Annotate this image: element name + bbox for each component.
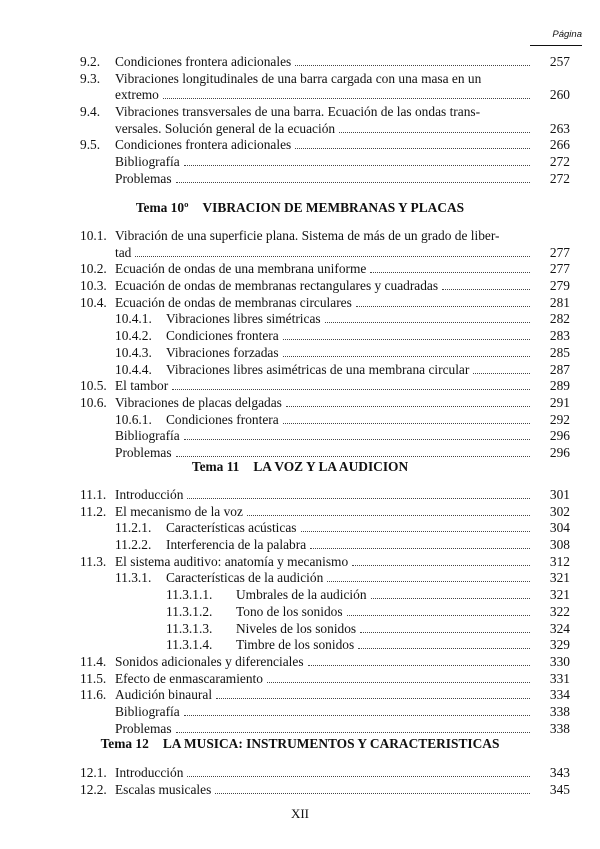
toc-entry[interactable] xyxy=(0,362,600,379)
toc-entry[interactable] xyxy=(0,721,600,738)
entry-title: Condiciones frontera adicionales xyxy=(115,54,292,69)
entry-number: 12.2. xyxy=(80,781,107,797)
entry-page-number: 329 xyxy=(549,637,570,653)
chapter-number: Tema 12 xyxy=(100,736,149,751)
entry-number: 10.5. xyxy=(80,378,107,394)
entry-title: Sonidos adicionales y diferenciales xyxy=(115,653,304,669)
entry-title: El sistema auditivo: anatomía y mecanismo xyxy=(115,553,349,569)
entry-number: 11.3.1.3. xyxy=(166,620,213,636)
chapter-heading-11 xyxy=(0,459,600,475)
entry-page-number: 277 xyxy=(549,244,570,260)
entry-number: 11.3.1.2. xyxy=(166,603,213,619)
entry-page-number: 343 xyxy=(549,765,570,780)
dot-leader xyxy=(215,782,530,794)
entry-title: Introducción xyxy=(115,765,184,780)
entry-title: Bibliografía xyxy=(115,428,180,444)
dot-leader xyxy=(286,395,530,407)
dot-leader xyxy=(283,345,530,357)
entry-page-number: 302 xyxy=(549,503,570,519)
toc-entry[interactable] xyxy=(0,520,600,537)
entry-page-number: 285 xyxy=(549,344,570,360)
toc-entry[interactable] xyxy=(0,412,600,429)
entry-page-number: 308 xyxy=(549,537,570,553)
toc-entry[interactable] xyxy=(0,782,600,799)
entry-number: 10.4.2. xyxy=(115,328,152,344)
entry-title: Umbrales de la audición xyxy=(236,587,367,603)
entry-number: 11.5. xyxy=(80,670,107,686)
entry-title: Condiciones frontera xyxy=(166,328,279,344)
toc-entry[interactable] xyxy=(0,121,600,138)
entry-title: Tono de los sonidos xyxy=(236,603,343,619)
toc-entry[interactable] xyxy=(0,295,600,312)
page-column-rule xyxy=(530,45,582,46)
entry-number: 10.4.1. xyxy=(115,311,152,327)
toc-entry[interactable] xyxy=(0,395,600,412)
toc-entry[interactable] xyxy=(0,687,600,704)
entry-title: Introducción xyxy=(115,487,184,502)
dot-leader xyxy=(163,87,530,99)
entry-title: Niveles de los sonidos xyxy=(236,620,357,636)
entry-title: Vibraciones libres simétricas xyxy=(166,311,321,327)
chapter-number: Tema 10º xyxy=(135,200,189,215)
toc-entry[interactable] xyxy=(0,345,600,362)
toc-entry[interactable] xyxy=(0,378,600,395)
dot-leader xyxy=(308,654,530,666)
entry-page-number: 260 xyxy=(549,87,570,103)
entry-title: El mecanismo de la voz xyxy=(115,503,243,519)
toc-entry[interactable] xyxy=(0,604,600,621)
entry-title: Ecuación de ondas de membranas circulares xyxy=(115,294,352,310)
entry-page-number: 304 xyxy=(549,520,570,536)
entry-page-number: 330 xyxy=(549,653,570,669)
entry-number: 11.3.1.4. xyxy=(166,637,213,653)
entry-title: Audición binaural xyxy=(115,687,213,703)
chapter-number: Tema 11 xyxy=(191,459,240,474)
entry-number: 11.3.1.1. xyxy=(166,587,213,603)
dot-leader xyxy=(283,328,530,340)
toc-entry[interactable] xyxy=(0,587,600,604)
entry-title: Vibraciones libres asimétricas de una membrana circular xyxy=(166,361,470,377)
toc-entry[interactable] xyxy=(0,570,600,587)
entry-page-number: 338 xyxy=(549,703,570,719)
entry-number: 10.4.4. xyxy=(115,361,152,377)
entry-title: Vibraciones de placas delgadas xyxy=(115,394,282,410)
entry-title: Problemas xyxy=(115,170,172,186)
entry-number: 11.3. xyxy=(80,553,107,569)
dot-leader xyxy=(172,378,530,390)
entry-number: 12.1. xyxy=(80,765,107,780)
entry-page-number: 322 xyxy=(549,603,570,619)
entry-title: El tambor xyxy=(115,378,169,394)
dot-leader xyxy=(325,311,530,323)
entry-page-number: 338 xyxy=(549,720,570,736)
chapter-title: LA MUSICA: INSTRUMENTOS Y CARACTERISTICAS xyxy=(162,736,500,751)
toc-entry[interactable] xyxy=(0,704,600,721)
entry-title: tad xyxy=(115,244,132,260)
toc-entry[interactable] xyxy=(0,278,600,295)
entry-page-number: 257 xyxy=(549,54,570,69)
entry-page-number: 334 xyxy=(549,687,570,703)
entry-number: 10.3. xyxy=(80,278,107,294)
entry-number: 11.1. xyxy=(80,487,107,502)
dot-leader xyxy=(184,428,530,440)
toc-entry[interactable] xyxy=(0,654,600,671)
entry-number: 11.2. xyxy=(80,503,107,519)
entry-number: 11.2.2. xyxy=(115,537,152,553)
entry-title: Vibraciones forzadas xyxy=(166,344,279,360)
toc-entry[interactable] xyxy=(0,87,600,104)
dot-leader xyxy=(176,171,530,183)
toc-entry[interactable] xyxy=(0,154,600,171)
page-folio: XII xyxy=(290,806,310,821)
toc-entry[interactable] xyxy=(0,671,600,688)
entry-title: Ecuación de ondas de una membrana uniforme xyxy=(115,261,367,277)
entry-page-number: 279 xyxy=(549,278,570,294)
dot-leader xyxy=(247,504,530,516)
entry-page-number: 321 xyxy=(549,570,570,586)
entry-page-number: 283 xyxy=(549,328,570,344)
entry-number: 9.3. xyxy=(80,70,101,86)
toc-entry[interactable] xyxy=(0,621,600,638)
entry-title: extremo xyxy=(115,87,159,103)
chapter-heading-12 xyxy=(0,736,600,752)
toc-entry[interactable] xyxy=(0,137,600,154)
toc-entry[interactable] xyxy=(0,428,600,445)
entry-title: Ecuación de ondas de membranas rectangulares y cuadradas xyxy=(115,278,439,294)
dot-leader xyxy=(283,412,530,424)
dot-leader xyxy=(360,621,530,633)
entry-title: Condiciones frontera xyxy=(166,411,279,427)
entry-number: 10.4.3. xyxy=(115,344,152,360)
page-column-label: Página xyxy=(552,29,582,40)
entry-page-number: 331 xyxy=(549,670,570,686)
toc-entry[interactable] xyxy=(0,487,600,504)
entry-page-number: 277 xyxy=(549,261,570,277)
entry-title: Vibraciones transversales de una barra. Ecuación de las ondas trans- xyxy=(115,104,481,120)
dot-leader xyxy=(295,54,530,66)
dot-leader xyxy=(187,487,530,499)
toc-entry[interactable] xyxy=(0,311,600,328)
entry-title: Condiciones frontera adicionales xyxy=(115,137,292,153)
dot-leader xyxy=(347,604,530,616)
dot-leader xyxy=(176,445,530,457)
entry-page-number: 324 xyxy=(549,620,570,636)
entry-page-number: 287 xyxy=(549,361,570,377)
entry-page-number: 272 xyxy=(549,154,570,170)
chapter-heading-10 xyxy=(0,200,600,216)
toc-entry[interactable] xyxy=(0,54,600,71)
entry-title: Características de la audición xyxy=(166,570,324,586)
dot-leader xyxy=(187,765,530,777)
dot-leader xyxy=(310,537,530,549)
dot-leader xyxy=(356,295,530,307)
toc-entry[interactable] xyxy=(0,228,600,245)
dot-leader xyxy=(267,671,530,683)
dot-leader xyxy=(370,261,530,273)
toc-entry[interactable] xyxy=(0,504,600,521)
toc-section-10 xyxy=(0,228,600,462)
entry-number: 10.1. xyxy=(80,228,107,243)
entry-number: 11.2.1. xyxy=(115,520,152,536)
entry-number: 10.6. xyxy=(80,394,107,410)
dot-leader xyxy=(327,570,530,582)
entry-title: Bibliografía xyxy=(115,154,180,170)
entry-number: 11.4. xyxy=(80,653,107,669)
dot-leader xyxy=(184,154,530,166)
toc-entry[interactable] xyxy=(0,554,600,571)
entry-number: 10.6.1. xyxy=(115,411,152,427)
dot-leader xyxy=(135,245,530,257)
entry-title: Interferencia de la palabra xyxy=(166,537,307,553)
entry-page-number: 266 xyxy=(549,137,570,153)
entry-number: 9.4. xyxy=(80,104,101,120)
entry-number: 11.3.1. xyxy=(115,570,152,586)
entry-number: 9.2. xyxy=(80,54,101,69)
dot-leader xyxy=(295,137,530,149)
entry-number: 10.2. xyxy=(80,261,107,277)
entry-page-number: 289 xyxy=(549,378,570,394)
entry-page-number: 281 xyxy=(549,294,570,310)
toc-section-9 xyxy=(0,54,600,188)
entry-page-number: 282 xyxy=(549,311,570,327)
chapter-title: LA VOZ Y LA AUDICION xyxy=(253,459,409,474)
dot-leader xyxy=(352,554,530,566)
entry-page-number: 272 xyxy=(549,170,570,186)
dot-leader xyxy=(442,278,530,290)
entry-number: 11.6. xyxy=(80,687,107,703)
entry-title: Vibraciones longitudinales de una barra cargada con una masa en un xyxy=(115,70,482,86)
dot-leader xyxy=(184,704,530,716)
toc-entry[interactable] xyxy=(0,71,600,88)
toc-entry[interactable] xyxy=(0,104,600,121)
toc-section-11 xyxy=(0,487,600,737)
entry-title: Efecto de enmascaramiento xyxy=(115,670,263,686)
chapter-title: VIBRACION DE MEMBRANAS Y PLACAS xyxy=(202,200,465,215)
entry-title: Escalas musicales xyxy=(115,781,212,797)
toc-section-12 xyxy=(0,765,600,798)
toc-entry[interactable] xyxy=(0,261,600,278)
entry-page-number: 296 xyxy=(549,428,570,444)
toc-entry[interactable] xyxy=(0,637,600,654)
entry-number: 10.4. xyxy=(80,294,107,310)
entry-page-number: 263 xyxy=(549,120,570,136)
dot-leader xyxy=(473,362,530,374)
entry-title: versales. Solución general de la ecuación xyxy=(115,120,336,136)
entry-page-number: 321 xyxy=(549,587,570,603)
entry-page-number: 292 xyxy=(549,411,570,427)
toc-entry[interactable] xyxy=(0,537,600,554)
toc-entry[interactable] xyxy=(0,245,600,262)
entry-page-number: 345 xyxy=(549,781,570,797)
toc-entry[interactable] xyxy=(0,171,600,188)
entry-number: 9.5. xyxy=(80,137,101,153)
entry-page-number: 301 xyxy=(549,487,570,502)
entry-title: Timbre de los sonidos xyxy=(236,637,355,653)
entry-page-number: 312 xyxy=(549,553,570,569)
entry-title: Problemas xyxy=(115,444,172,460)
entry-page-number: 296 xyxy=(549,444,570,460)
entry-page-number: 291 xyxy=(549,394,570,410)
toc-entry[interactable] xyxy=(0,328,600,345)
entry-title: Bibliografía xyxy=(115,703,180,719)
entry-title: Vibración de una superficie plana. Sistema de más de un grado de liber- xyxy=(115,228,500,243)
dot-leader xyxy=(371,587,530,599)
toc-entry[interactable] xyxy=(0,765,600,782)
dot-leader xyxy=(176,721,530,733)
entry-title: Características acústicas xyxy=(166,520,297,536)
dot-leader xyxy=(339,121,530,133)
dot-leader xyxy=(358,637,530,649)
dot-leader xyxy=(301,520,531,532)
entry-title: Problemas xyxy=(115,720,172,736)
dot-leader xyxy=(216,687,530,699)
